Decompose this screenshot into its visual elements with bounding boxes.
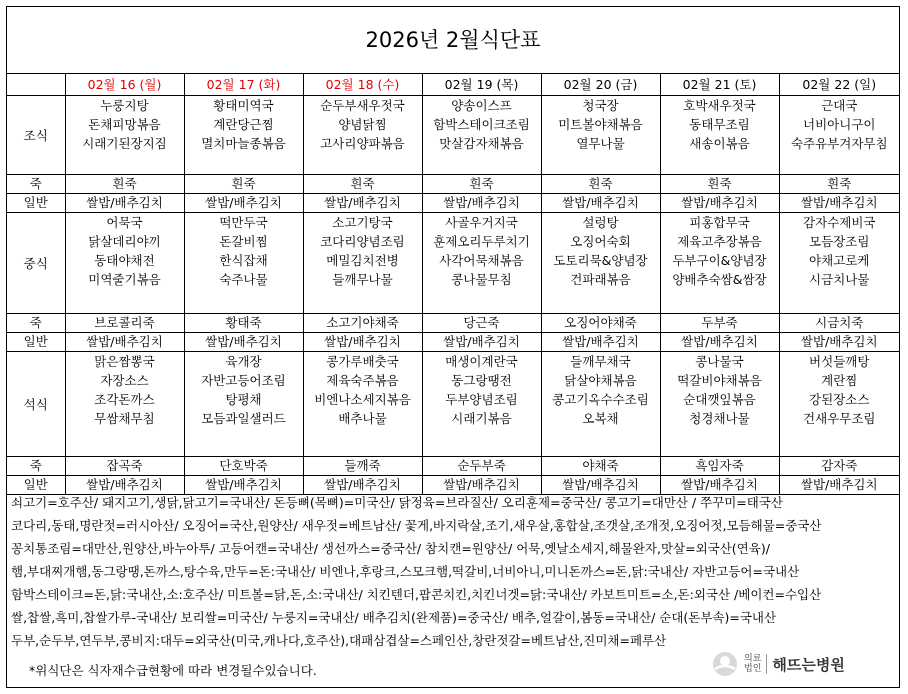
menu-cell: 흰죽 [779, 175, 899, 194]
corp-label: 의료 법인 [744, 654, 762, 674]
menu-cell: 흰죽 [65, 175, 184, 194]
menu-cell: 쌀밥/배추김치 [184, 194, 303, 213]
origin-notes [11, 491, 897, 652]
hospital-name: 해뜨는병원 [772, 655, 845, 674]
menu-sheet [6, 6, 900, 688]
menu-item: 계란찜 [821, 373, 858, 388]
menu-item: 양송이스프 [451, 98, 512, 113]
menu-cell: 단호박죽 [184, 457, 303, 476]
menu-item: 오징어숙회 [570, 234, 631, 249]
menu-item: 미역줄기볶음 [88, 272, 161, 287]
menu-table [7, 73, 899, 495]
menu-cell [303, 96, 422, 175]
origin-note-line: 두부,순두부,연두부,콩비지:대두=외국산(미국,캐나다,호주산),대패삼겹살=스페인산,창란젓갈=베트남산,진미채=페루산 [11, 633, 667, 648]
menu-item: 제육고추장볶음 [677, 234, 762, 249]
menu-item: 돈채피망볶음 [88, 117, 161, 132]
menu-cell: 흰죽 [422, 175, 541, 194]
origin-note-line: 쌀,찹쌀,흑미,찹쌀가루-국내산/ 보리쌀=미국산/ 누룽지=국내산/ 배추김치(완제품)=중국산/ 배추,얼갈이,봄동=국내산/ 순대(돈부속)=국내산 [11, 610, 777, 625]
corner-cell [7, 73, 65, 96]
meal-row [7, 96, 899, 175]
day-header: 02월 21 (토) [660, 73, 779, 96]
menu-cell [303, 352, 422, 457]
menu-item: 콩나물국 [695, 354, 744, 369]
menu-cell: 쌀밥/배추김치 [303, 476, 422, 495]
menu-cell: 쌀밥/배추김치 [65, 333, 184, 352]
menu-cell: 흰죽 [184, 175, 303, 194]
menu-cell [184, 96, 303, 175]
menu-cell: 쌀밥/배추김치 [660, 476, 779, 495]
menu-cell: 쌀밥/배추김치 [541, 333, 660, 352]
menu-item: 콩나물무침 [451, 272, 512, 287]
menu-cell: 쌀밥/배추김치 [541, 194, 660, 213]
menu-item: 숙주유부겨자무침 [790, 136, 888, 151]
menu-item: 훈제오리두루치기 [433, 234, 530, 249]
day-header: 02월 22 (일) [779, 73, 899, 96]
menu-item: 소고기탕국 [332, 215, 393, 230]
sub-row [7, 194, 899, 213]
menu-cell [422, 213, 541, 314]
menu-cell [541, 213, 660, 314]
menu-item: 너비아니구이 [803, 117, 876, 132]
origin-note-line: 함박스테이크=돈,닭:국내산,소:호주산/ 미트볼=닭,돈,소:국내산/ 치킨텐더,팝콘치킨,치킨너겟=닭:국내산/ 카보트미트=소,돈:외국산 /베이컨=수입산 [11, 587, 822, 602]
menu-item: 모듬장조림 [809, 234, 870, 249]
origin-note-line: 햄,부대찌개햄,동그랑땡,돈까스,탕수육,만두=돈:국내산/ 비엔나,후랑크,스모크햄,떡갈비,너비아니,미니돈까스=돈,닭:국내산/ 자반고등어=국내산 [11, 564, 800, 579]
menu-item: 매생이계란국 [445, 354, 518, 369]
menu-item: 무쌈채무침 [94, 411, 155, 426]
menu-item: 한식잡채 [219, 253, 268, 268]
menu-cell: 브로콜리죽 [65, 314, 184, 333]
menu-cell: 쌀밥/배추김치 [65, 476, 184, 495]
menu-item: 근대국 [821, 98, 858, 113]
row-label: 중식 [7, 213, 65, 314]
menu-cell: 쌀밥/배추김치 [779, 333, 899, 352]
menu-cell [65, 352, 184, 457]
day-header: 02월 20 (금) [541, 73, 660, 96]
menu-cell: 쌀밥/배추김치 [422, 194, 541, 213]
menu-cell: 들깨죽 [303, 457, 422, 476]
menu-item: 감자수제비국 [803, 215, 876, 230]
menu-item: 떡갈비야채볶음 [677, 373, 762, 388]
menu-cell: 감자죽 [779, 457, 899, 476]
day-header: 02월 17 (화) [184, 73, 303, 96]
menu-cell: 쌀밥/배추김치 [422, 333, 541, 352]
menu-item: 모듬과일샐러드 [201, 411, 286, 426]
day-header: 02월 19 (목) [422, 73, 541, 96]
menu-cell: 흰죽 [660, 175, 779, 194]
menu-item: 맑은짬뽕국 [94, 354, 155, 369]
menu-item: 어묵국 [106, 215, 143, 230]
row-label: 죽 [7, 314, 65, 333]
menu-item: 설렁탕 [582, 215, 619, 230]
menu-item: 피홍합무국 [689, 215, 750, 230]
menu-cell [422, 352, 541, 457]
menu-item: 콩가루배춧국 [326, 354, 399, 369]
row-label: 죽 [7, 457, 65, 476]
menu-cell: 오징어야채죽 [541, 314, 660, 333]
menu-item: 양배추숙쌈&쌈장 [672, 272, 767, 287]
menu-item: 고사리양파볶음 [320, 136, 405, 151]
menu-item: 황태미역국 [213, 98, 274, 113]
menu-item: 순대깻잎볶음 [683, 392, 756, 407]
day-header-row [7, 73, 899, 96]
menu-item: 자반고등어조림 [201, 373, 286, 388]
menu-item: 사각어묵채볶음 [439, 253, 524, 268]
menu-cell: 두부죽 [660, 314, 779, 333]
menu-item: 비엔나소세지볶음 [314, 392, 411, 407]
menu-cell [541, 96, 660, 175]
row-label: 일반 [7, 476, 65, 495]
menu-item: 배추나물 [338, 411, 387, 426]
menu-item: 순두부새우젓국 [320, 98, 405, 113]
menu-item: 열무나물 [576, 136, 625, 151]
menu-cell: 쌀밥/배추김치 [422, 476, 541, 495]
page-title: 2026년 2월식단표 [7, 7, 899, 74]
menu-cell [65, 96, 184, 175]
row-label: 일반 [7, 194, 65, 213]
row-label: 일반 [7, 333, 65, 352]
menu-cell: 야채죽 [541, 457, 660, 476]
menu-cell: 쌀밥/배추김치 [184, 476, 303, 495]
menu-cell: 쌀밥/배추김치 [303, 333, 422, 352]
menu-cell [303, 213, 422, 314]
menu-cell [779, 213, 899, 314]
menu-cell [660, 96, 779, 175]
menu-item: 호박새우젓국 [683, 98, 756, 113]
menu-item: 육개장 [225, 354, 262, 369]
menu-cell: 순두부죽 [422, 457, 541, 476]
menu-cell: 쌀밥/배추김치 [779, 476, 899, 495]
row-label: 석식 [7, 352, 65, 457]
menu-item: 자장소스 [100, 373, 149, 388]
sub-row [7, 333, 899, 352]
menu-cell [779, 96, 899, 175]
menu-cell: 흰죽 [541, 175, 660, 194]
menu-item: 들깨무채국 [570, 354, 631, 369]
row-label: 조식 [7, 96, 65, 175]
menu-cell: 쌀밥/배추김치 [779, 194, 899, 213]
menu-item: 새송이볶음 [689, 136, 750, 151]
menu-item: 맛살감자채볶음 [439, 136, 524, 151]
menu-item: 탕평채 [225, 392, 262, 407]
menu-cell: 쌀밥/배추김치 [303, 194, 422, 213]
menu-item: 함박스테이크조림 [433, 117, 530, 132]
menu-item: 건새우무조림 [803, 411, 876, 426]
logo-divider [766, 654, 767, 674]
menu-item: 동태무조림 [689, 117, 750, 132]
menu-item: 콩고기옥수수조림 [552, 392, 649, 407]
footer-note: *위식단은 식자재수급현황에 따라 변경될수있습니다. [29, 663, 317, 678]
menu-cell: 흰죽 [303, 175, 422, 194]
meal-row [7, 213, 899, 314]
menu-cell [184, 213, 303, 314]
menu-item: 청국장 [582, 98, 619, 113]
day-header: 02월 18 (수) [303, 73, 422, 96]
menu-item: 야채고로케 [809, 253, 870, 268]
menu-item: 조각돈까스 [94, 392, 155, 407]
menu-item: 닭살야채볶음 [564, 373, 637, 388]
menu-item: 시래기된장지짐 [82, 136, 167, 151]
menu-item: 버섯들깨탕 [809, 354, 870, 369]
menu-cell: 쌀밥/배추김치 [660, 194, 779, 213]
menu-cell [184, 352, 303, 457]
menu-item: 두부양념조림 [445, 392, 518, 407]
menu-cell [660, 213, 779, 314]
menu-item: 누룽지탕 [100, 98, 149, 113]
menu-item: 제육숙주볶음 [326, 373, 399, 388]
menu-item: 떡만두국 [219, 215, 268, 230]
menu-item: 멸치마늘종볶음 [201, 136, 286, 151]
row-label: 죽 [7, 175, 65, 194]
sub-row [7, 175, 899, 194]
menu-item: 건파래볶음 [570, 272, 631, 287]
menu-item: 계란당근찜 [213, 117, 274, 132]
day-header: 02월 16 (월) [65, 73, 184, 96]
hospital-logo [711, 648, 845, 680]
menu-item: 동태야채전 [94, 253, 155, 268]
menu-cell [65, 213, 184, 314]
menu-item: 들깨무나물 [332, 272, 393, 287]
menu-item: 닭살데리야끼 [88, 234, 161, 249]
menu-cell: 소고기야채죽 [303, 314, 422, 333]
menu-item: 시금치나물 [809, 272, 870, 287]
menu-item: 미트볼야채볶음 [558, 117, 643, 132]
meal-row [7, 352, 899, 457]
origin-note-line: 코다리,동태,명란젓=러시아산/ 오징어=국산,원양산/ 새우젓=베트남산/ 꽃게,바지락살,조기,새우살,홍합살,조갯살,조개젓,오징어젓,모듬해물=중국산 [11, 518, 822, 533]
menu-item: 시래기볶음 [451, 411, 512, 426]
menu-cell: 잡곡죽 [65, 457, 184, 476]
menu-item: 돈갈비찜 [219, 234, 268, 249]
origin-note-line: 쇠고기=호주산/ 돼지고기,생닭,닭고기=국내산/ 돈등뼈(목뼈)=미국산/ 닭정육=브라질산/ 오리훈제=중국산/ 콩고기=대만산 / 쭈꾸미=태국산 [11, 495, 783, 510]
menu-cell [779, 352, 899, 457]
menu-cell: 시금치죽 [779, 314, 899, 333]
origin-note-line: 꽁치통조림=대만산,원양산,바누아투/ 고등어캔=국내산/ 생선까스=중국산/ 참치캔=원양산/ 어묵,옛날소세지,해물완자,맛살=외국산(연육)/ [11, 541, 770, 556]
menu-item: 청경채나물 [689, 411, 750, 426]
menu-item: 메밀김치전병 [326, 253, 399, 268]
menu-cell [541, 352, 660, 457]
menu-cell: 쌀밥/배추김치 [541, 476, 660, 495]
menu-cell: 황태죽 [184, 314, 303, 333]
menu-item: 두부구이&양념장 [672, 253, 767, 268]
menu-item: 동그랑땡전 [451, 373, 512, 388]
menu-item: 양념닭찜 [338, 117, 387, 132]
menu-cell: 흑임자죽 [660, 457, 779, 476]
menu-cell [660, 352, 779, 457]
sub-row [7, 457, 899, 476]
menu-item: 도토리묵&양념장 [553, 253, 648, 268]
hospital-logo-icon [711, 650, 739, 678]
menu-item: 코다리양념조림 [320, 234, 405, 249]
menu-item: 숙주나물 [219, 272, 268, 287]
menu-cell: 쌀밥/배추김치 [660, 333, 779, 352]
menu-cell [422, 96, 541, 175]
menu-item: 사골우거지국 [445, 215, 518, 230]
menu-cell: 쌀밥/배추김치 [65, 194, 184, 213]
menu-cell: 쌀밥/배추김치 [184, 333, 303, 352]
menu-item: 강된장소스 [809, 392, 870, 407]
menu-item: 오복채 [582, 411, 619, 426]
sub-row [7, 314, 899, 333]
menu-cell: 당근죽 [422, 314, 541, 333]
